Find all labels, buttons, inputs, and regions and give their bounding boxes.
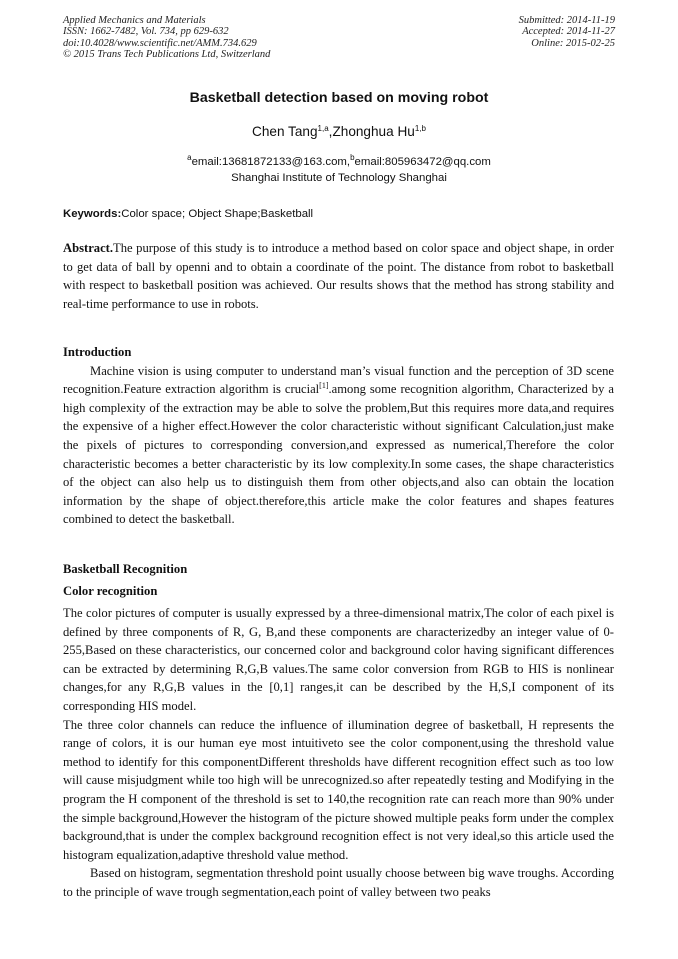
citation-ref[interactable]: [1] (319, 381, 329, 391)
journal-name: Applied Mechanics and Materials (63, 15, 206, 26)
date-online: Online: 2015-02-25 (531, 37, 615, 49)
intro-text-part-2: .among some recognition algorithm, Characterized by a high complexity of the extraction may be able to solve the problem,But this requires more data,and requires the expensive of a higher effect.However the color characteristic without significant Calculation,just make the pixels of pictures to corresponding conversion,and expressed as numerical,Therefore the color characteristic becomes a better characteristic by its low complexity.In some cases, the shape characteristics of the object can also help us to distinguish them from other objects,and also can obtain the location information by the shape of object.therefore,this article make the color features and shapes features combined to detect the basketball. (63, 382, 614, 527)
color-paragraph-3: Based on histogram, segmentation threshold point usually choose between big wave troughs. According to the principle of wave trough segmentation,each point of valley between two peaks (63, 866, 614, 899)
paper-title: Basketball detection based on moving robot (189, 90, 489, 106)
introduction-section (63, 343, 614, 529)
introduction-heading: Introduction (63, 345, 132, 359)
email-line (0, 153, 678, 168)
intro-text-part-1: Machine vision is using computer to understand man’s visual function and the perception of 3D scene recognition.Feature extraction algorithm is crucial (63, 363, 614, 397)
author-2-name: Zhonghua Hu (332, 124, 415, 139)
journal-copyright: © 2015 Trans Tech Publications Ltd, Switzerland (63, 49, 271, 61)
author-1-affil: 1,a (317, 124, 329, 133)
abstract-label: Abstract. (63, 241, 114, 255)
abstract-text: The purpose of this study is to introduce a method based on color space and object shape, in order to get data of ball by openni and to obtain a coordinate of the point. The distance from robot to basketball with respect to basketball position was achieved. Our results shows that the method has strong stability and real-time performance to use in robots. (63, 241, 614, 311)
author-separator: , (328, 124, 333, 139)
abstract-paragraph (63, 239, 614, 313)
email-b[interactable]: email:805963472@qq.com (354, 156, 491, 168)
keywords-label: Keywords: (63, 208, 122, 220)
author-line (0, 124, 678, 139)
author-2-affil: 1,b (414, 124, 426, 133)
color-paragraph-1: The color pictures of computer is usually expressed by a three-dimensional matrix,The color of each pixel is defined by three components of R, G, B,and these components are characterizedby an integer value of 0-255,Based on these characteristics, our concerned color and background color having significant differences can be extracted by determining R,G,B values.The same color conversion from RGB to HIS is nonlinear changes,for any R,G,B values in the [0,1] ranges,it can be described by the H,S,I component of its corresponding HIS model. (63, 606, 614, 713)
color-recognition-heading-block (63, 582, 614, 601)
keywords-text: Color space; Object Shape;Basketball (121, 208, 314, 220)
color-recognition-section (63, 604, 614, 902)
basketball-recognition-heading: Basketball Recognition (63, 562, 188, 576)
color-paragraph-2: The three color channels can reduce the influence of illumination degree of basketball, H represents the range of colors, it is our human eye most intuitiveto see the color component,using the threshold value method to identify for this componentDifferent thresholds have different recognition effect such as too low will cause misjudgment while too high will be unrecognized.so after repeatedly testing and Modifying in the program the H component of the threshold is set to 140,the recognition rate can reach more than 90% under the simple background,However the histogram of the picture showed multiple peaks form under the complex background,that is under the complex background recognition effect is not very ideal,so this article used the histogram equalization,adaptive threshold value method. (63, 717, 614, 862)
keywords-line (63, 208, 313, 220)
journal-doi[interactable]: doi:10.4028/www.scientific.net/AMM.734.629 (63, 37, 257, 49)
email-a[interactable]: email:13681872133@163.com, (191, 156, 351, 168)
date-accepted: Accepted: 2014-11-27 (522, 26, 615, 38)
email-a-marker: a (187, 153, 192, 162)
date-submitted: Submitted: 2014-11-19 (518, 15, 615, 26)
submission-dates (519, 15, 615, 49)
abstract-section (63, 239, 614, 313)
author-1-name: Chen Tang (252, 124, 318, 139)
basketball-recognition-heading-block (63, 560, 614, 579)
journal-header (63, 15, 270, 61)
affiliation: Shanghai Institute of Technology Shanghai (231, 172, 447, 184)
color-recognition-heading: Color recognition (63, 584, 158, 598)
email-b-marker: b (350, 153, 355, 162)
introduction-paragraph (63, 362, 614, 529)
journal-issn: ISSN: 1662-7482, Vol. 734, pp 629-632 (63, 26, 229, 38)
